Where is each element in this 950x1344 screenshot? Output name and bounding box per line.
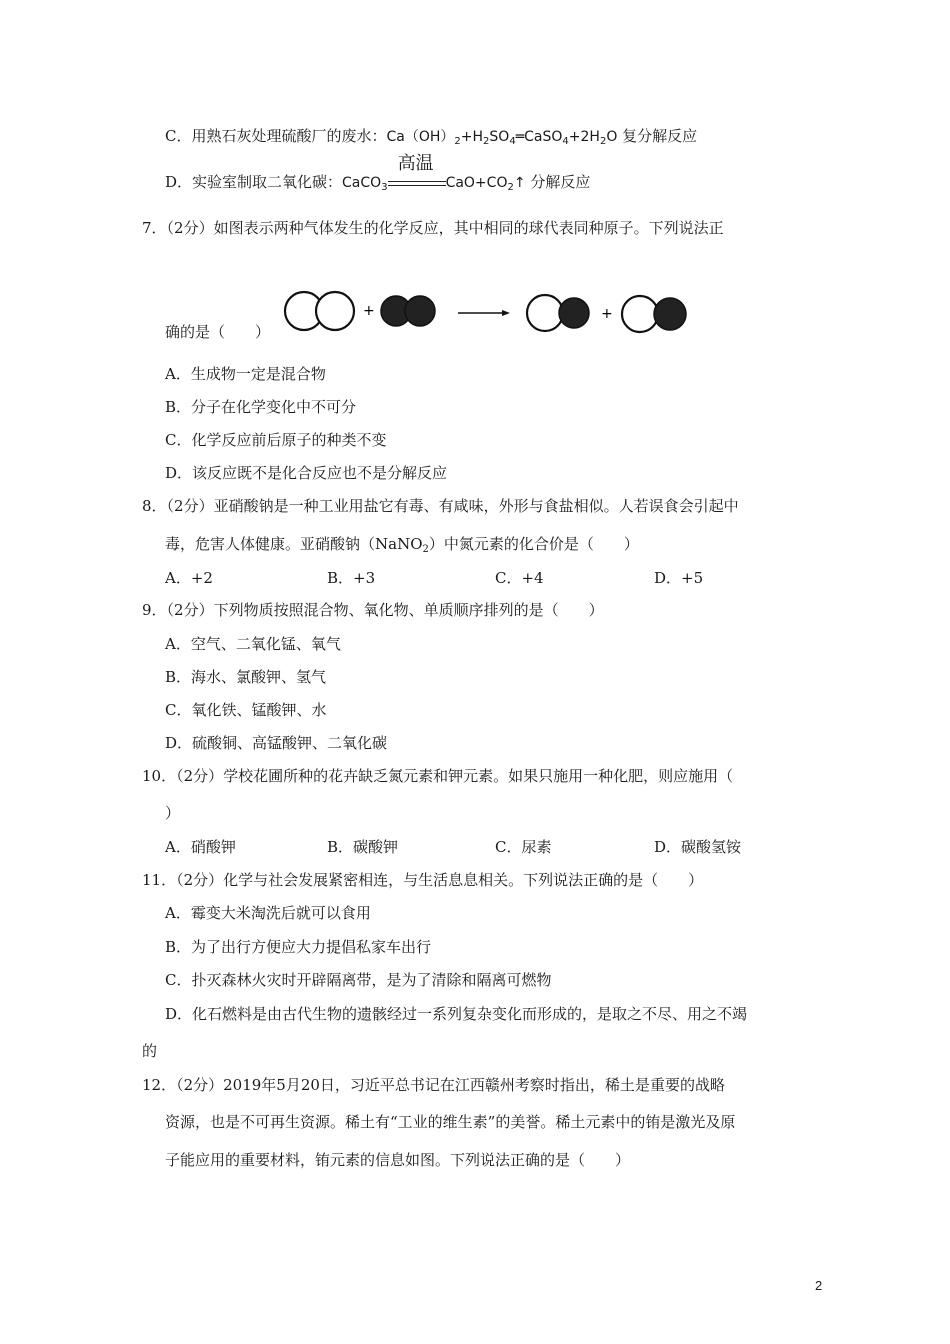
plus-sign: + — [363, 303, 375, 319]
q11-option-b[interactable]: B．为了出行方便应大力提倡私家车出行 — [165, 938, 432, 956]
q6-option-c-equation: $Ca(OH)_2+H_2SO_4═CaSO_4+2H_2O$ — [386, 129, 618, 147]
q9-option-b[interactable]: B．海水、氯酸钾、氢气 — [165, 668, 327, 686]
q12-stem: 12．（2分）2019年5月20日，习近平总书记在江西赣州考察时指出，稀土是重要的战略 — [142, 1076, 725, 1094]
q10-option-a[interactable]: A．硝酸钾 — [165, 838, 236, 856]
q8-option-b[interactable]: B．+3 — [327, 569, 376, 587]
q9-option-a[interactable]: A．空气、二氧化锰、氧气 — [165, 635, 341, 653]
q8-option-c[interactable]: C．+4 — [495, 569, 544, 587]
q7-option-a[interactable]: A．生成物一定是混合物 — [165, 365, 326, 383]
q8-stem: 8．（2分）亚硝酸钠是一种工业用盐它有毒、有咸味，外形与食盐相似。人若误食会引起中 — [142, 497, 739, 515]
page-number: 2 — [815, 1278, 823, 1293]
q11-option-d-cont: 的 — [142, 1042, 158, 1060]
q7-option-c[interactable]: C．化学反应前后原子的种类不变 — [165, 431, 387, 449]
q8-option-d[interactable]: D．+5 — [654, 569, 704, 587]
q12-stem-cont-1: 资源，也是不可再生资源。稀土有“工业的维生素”的美誉。稀土元素中的铕是激光及原 — [165, 1113, 736, 1131]
q9-stem: 9．（2分）下列物质按照混合物、氧化物、单质顺序排列的是（ ） — [142, 601, 604, 619]
gas-arrow-icon: ↑ — [513, 175, 526, 191]
reactant-molecule-white — [285, 292, 354, 330]
q11-option-c[interactable]: C．扑灭森林火灾时开辟隔离带，是为了清除和隔离可燃物 — [165, 971, 552, 989]
q7-option-d[interactable]: D．该反应既不是化合反应也不是分解反应 — [165, 464, 448, 482]
molecule-reaction-diagram — [280, 288, 700, 338]
q8-option-a[interactable]: A．+2 — [165, 569, 213, 587]
q8-stem-cont: 毒，危害人体健康。亚硝酸钠（NaNO$_2$）中氮元素的化合价是（ ） — [165, 535, 639, 555]
q10-option-b[interactable]: B．碳酸钾 — [327, 838, 399, 856]
q6-option-d[interactable] — [165, 153, 591, 193]
q10-option-d[interactable]: D．碳酸氢铵 — [654, 838, 742, 856]
product-molecule-1 — [527, 295, 589, 331]
reaction-arrow-icon — [458, 310, 510, 316]
q10-stem-cont: ） — [165, 804, 181, 822]
q6-option-d-type: 分解反应 — [525, 173, 591, 191]
q6-option-c-text: C．用熟石灰处理硫酸厂的废水： — [165, 127, 387, 145]
q6-option-d-equation: CaCO$_3$ 高温 $CaO+CO_2↑$ — [342, 153, 526, 193]
q7-stem-cont: 确的是（ ） — [165, 323, 271, 341]
q10-option-c[interactable]: C．尿素 — [495, 838, 552, 856]
q6-option-c-type: 复分解反应 — [617, 127, 698, 145]
q12-stem-cont-2: 子能应用的重要材料，铕元素的信息如图。下列说法正确的是（ ） — [165, 1151, 631, 1169]
q9-option-c[interactable]: C．氧化铁、锰酸钾、水 — [165, 701, 327, 719]
q6-option-d-text: D．实验室制取二氧化碳： — [165, 173, 343, 191]
q9-option-d[interactable]: D．硫酸铜、高锰酸钾、二氧化碳 — [165, 734, 388, 752]
q6-option-c[interactable] — [165, 126, 697, 147]
q11-stem: 11．（2分）化学与社会发展紧密相连，与生活息息相关。下列说法正确的是（ ） — [142, 871, 704, 889]
q7-option-b[interactable]: B．分子在化学变化中不可分 — [165, 398, 357, 416]
q7-stem: 7．（2分）如图表示两种气体发生的化学反应，其中相同的球代表同种原子。下列说法正 — [142, 219, 724, 237]
reactant-molecule-black — [381, 296, 435, 326]
plus-sign: + — [601, 306, 613, 322]
reaction-condition: 高温 — [388, 172, 446, 192]
product-molecule-2 — [622, 296, 686, 332]
q11-option-d[interactable]: D．化石燃料是由古代生物的遗骸经过一系列复杂变化而形成的，是取之不尽、用之不竭 — [165, 1005, 748, 1023]
q11-option-a[interactable]: A．霉变大米淘洗后就可以食用 — [165, 904, 371, 922]
q10-stem: 10．（2分）学校花圃所种的花卉缺乏氮元素和钾元素。如果只施用一种化肥，则应施用（ — [142, 767, 734, 785]
